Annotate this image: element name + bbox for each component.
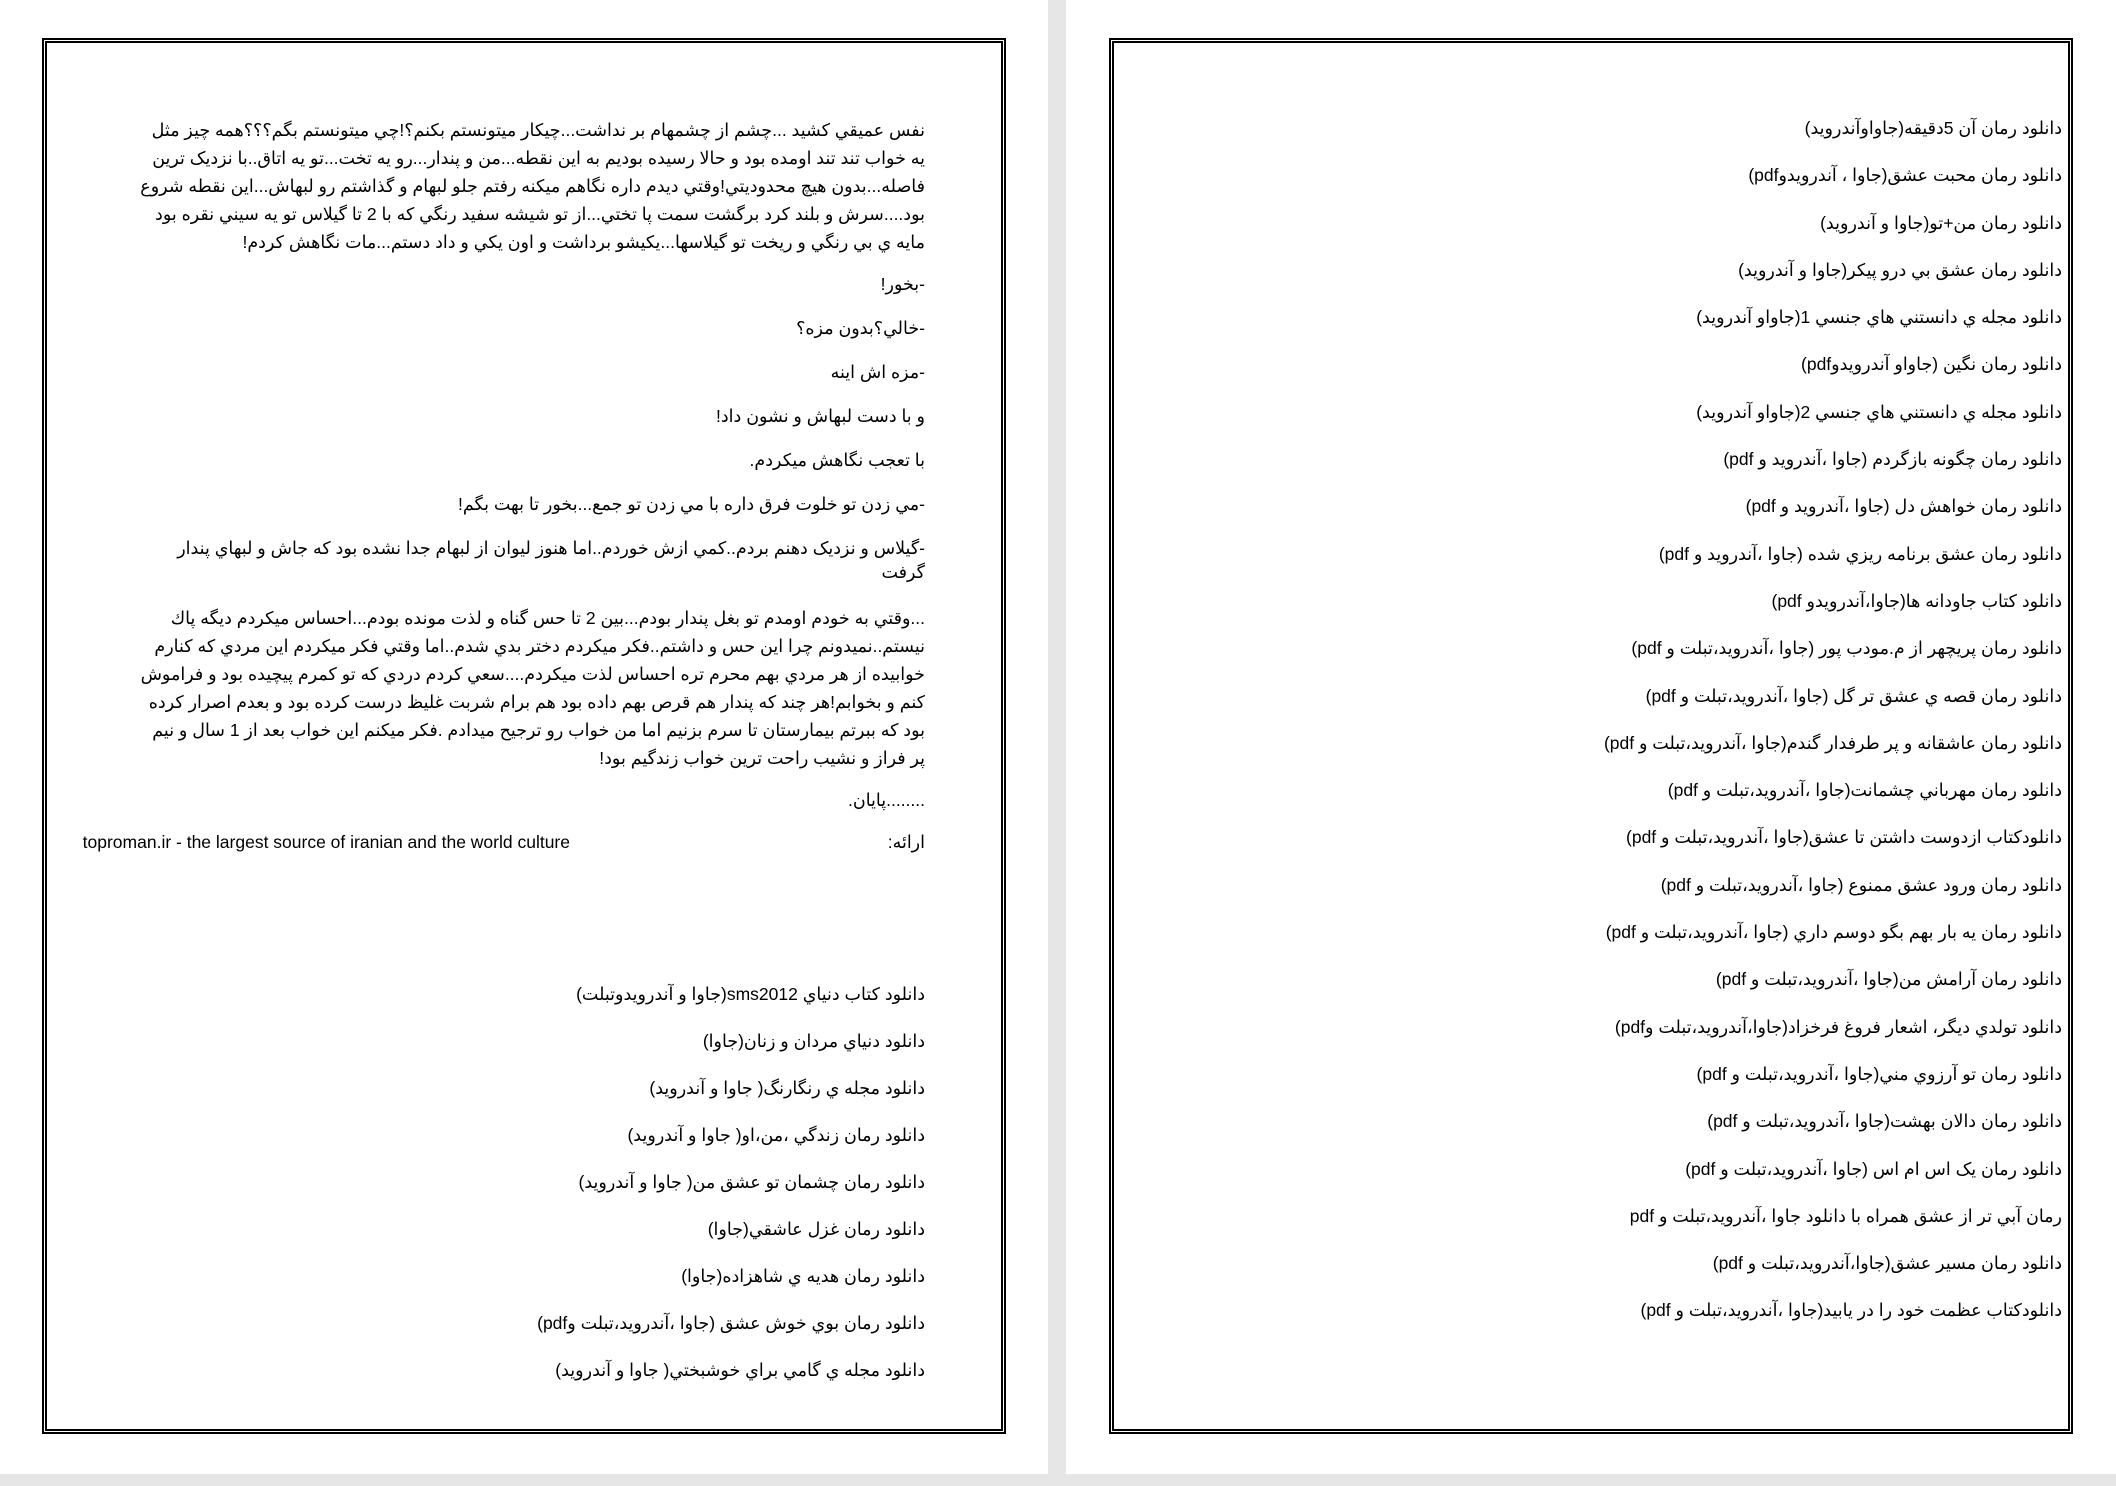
download-link[interactable]: دانلود رمان محبت عشق(جاوا ، آندرويدوpdf) — [1748, 165, 2062, 186]
download-link[interactable]: دانلود كتاب دنياي sms2012(جاوا و آندرويدوتبلت) — [576, 984, 925, 1004]
download-link[interactable]: دانلود تولدي ديگر، اشعار فروغ فرخزاد(جاوا،آندرويد،تبلت وpdf) — [1614, 1016, 2062, 1037]
story-paragraph: -مزه اش اينه — [830, 362, 925, 382]
download-link[interactable]: دانلود مجله ي گامي براي خوشبختي( جاوا و آندرويد) — [555, 1360, 925, 1380]
spacer — [135, 912, 925, 982]
story-paragraph: نفس عميقي كشيد ...چشم از چشمهام بر نداشت...چيكار ميتونستم بكنم؟!چي ميتونستم بگم؟؟؟همه چيز مثل يه خواب تند تند اومده بود و حالا رسيده بوديم به اين نقطه...من و پندار...رو يه تخت...تو يه اتاق..با نزديک ترين فاصله...بدون هيچ محدوديتي!وقتي ديدم داره نگاهم ميكنه رفتم جلو لبهام و گذاشتم رو لبهاش...اين نقطه شروع بود....سرش و بلند كرد برگشت سمت پا تختي...از تو شيشه سفيد رنگي كه با 2 تا گيلاس تو يه سيني نقره بود مايه ي بي رنگي و ريخت تو گيلاسها...يكيشو برداشت و اون يكي و داد دستم...مات نگاهش كردم! — [140, 120, 925, 252]
download-link[interactable]: دانلود رمان غزل عاشقي(جاوا) — [707, 1219, 925, 1239]
download-link[interactable]: دانلود رمان خواهش دل (جاوا ،آندرويد و pdf) — [1745, 496, 2062, 517]
download-link[interactable]: دانلود رمان عاشقانه و پر طرفدار گندم(جاوا ،آندرويد،تبلت و pdf) — [1603, 732, 2062, 753]
download-link[interactable]: دانلود رمان يه بار بهم بگو دوسم داري (جاوا ،آندرويد،تبلت و pdf) — [1605, 922, 2062, 943]
download-link[interactable]: دانلود رمان يک اس ام اس (جاوا ،آندرويد،تبلت و pdf) — [1685, 1158, 2062, 1179]
document-page-left — [0, 0, 1048, 1474]
download-link[interactable]: دانلود رمان آرامش من(جاوا ،آندرويد،تبلت و pdf) — [1715, 969, 2062, 990]
story-paragraph: -خالي؟بدون مزه؟ — [796, 318, 925, 338]
download-link[interactable]: دانلود رمان ورود عشق ممنوع (جاوا ،آندرويد،تبلت و pdf) — [1660, 874, 2062, 895]
download-link[interactable]: دانلود مجله ي رنگارنگ( جاوا و آندرويد) — [649, 1078, 925, 1098]
document-page-right — [1066, 0, 2116, 1474]
credit-site-link[interactable]: toproman.ir - the largest source of iranian and the world culture — [82, 832, 570, 852]
download-link[interactable]: دانلود رمان هديه ي شاهزاده(جاوا) — [681, 1266, 925, 1286]
download-link[interactable]: دانلود رمان پريچهر از م.مودب پور (جاوا ،آندرويد،تبلت و pdf) — [1631, 638, 2062, 659]
story-paragraph: -گيلاس و نزديک دهنم بردم..كمي ازش خوردم..اما هنوز ليوان از لبهام جدا نشده بود كه جاش و لبهاي پندار گرفت — [177, 538, 925, 582]
credit-row — [82, 832, 925, 862]
download-link[interactable]: دانلود رمان مسير عشق(جاوا،آندرويد،تبلت و pdf) — [1712, 1253, 2062, 1274]
download-link[interactable]: دانلود رمان دالان بهشت(جاوا ،آندرويد،تبلت و pdf) — [1707, 1111, 2062, 1132]
download-link[interactable]: دانلود كتاب جاودانه ها(جاوا،آندرويدو pdf) — [1771, 590, 2062, 611]
download-link[interactable]: دانلود رمان من+تو(جاوا و آندرويد) — [1820, 212, 2062, 233]
download-link[interactable]: دانلود رمان چشمان تو عشق من( جاوا و آندرويد) — [578, 1172, 925, 1192]
story-paragraph: -مي زدن تو خلوت فرق داره با مي زدن تو جمع...بخور تا بهت بگم! — [457, 494, 925, 514]
download-link[interactable]: دانلود رمان بوي خوش عشق (جاوا ،آندرويد،تبلت وpdf) — [537, 1313, 925, 1333]
download-link[interactable]: دانلود رمان چگونه بازگردم (جاوا ،آندرويد و pdf) — [1723, 449, 2062, 470]
download-link[interactable]: دانلودكتاب ازدوست داشتن تا عشق(جاوا ،آندرويد،تبلت و pdf) — [1626, 827, 2062, 848]
story-paragraph: و با دست لبهاش و نشون داد! — [716, 406, 925, 426]
download-link[interactable]: دانلود دنياي مردان و زنان(جاوا) — [702, 1031, 925, 1051]
download-link[interactable]: رمان آبي تر از عشق همراه با دانلود جاوا ،آندرويد،تبلت و pdf — [1629, 1205, 2062, 1226]
download-link[interactable]: دانلود رمان آن 5دقيقه(جاواوآندرويد) — [1804, 118, 2062, 138]
download-link[interactable]: دانلود مجله ي دانستني هاي جنسي 2(جاواو آندرويد) — [1696, 401, 2062, 422]
download-link[interactable]: دانلود رمان زندگي ،من،او( جاوا و آندرويد) — [627, 1125, 925, 1145]
download-link[interactable]: دانلود رمان عشق برنامه ريزي شده (جاوا ،آندرويد و pdf) — [1658, 543, 2062, 564]
story-ending: ........پايان. — [847, 790, 925, 810]
page-content — [82, 116, 925, 1405]
download-link[interactable]: دانلود رمان عشق بي درو پيكر(جاوا و آندرويد) — [1738, 259, 2062, 280]
download-link[interactable]: دانلودكتاب عظمت خود را در يابيد(جاوا ،آندرويد،تبلت و pdf) — [1640, 1300, 2062, 1321]
download-link[interactable]: دانلود رمان قصه ي عشق تر گل (جاوا ،آندرويد،تبلت و pdf) — [1645, 685, 2062, 706]
download-link[interactable]: دانلود مجله ي دانستني هاي جنسي 1(جاواو آندرويد) — [1696, 307, 2062, 328]
story-paragraph: -بخور! — [880, 274, 925, 294]
story-paragraph: ...وقتي به خودم اومدم تو بغل پندار بودم...بين 2 تا حس گناه و لذت مونده بودم...احساس ميكردم ديگه پاك نيستم..نميدونم چرا اين حس و داشتم..فكر ميكردم دختر بدي شدم..اما وقتي فكر ميكردم اين مردي كه كنارم خوابيده از هر مردي بهم محرم تره احساس لذت ميكردم....سعي كردم دردي كه تو كمرم پيچيده بود و فراموش كنم و بخوابم!هر چند كه پندار هم قرص بهم داده بود هم برام شربت غليظ درست كرده بود و بعدم اصرار كرده بود كه ببرتم بيمارستان تا سرم بزنيم اما من خواب رو ترجيح ميدادم .فكر ميكنم اين خواب بعد از 1 سال و نيم پر فراز و نشيب راحت ترين خواب زندگيم بود! — [140, 608, 925, 768]
credit-label: ارائه: — [887, 832, 925, 852]
story-paragraph: با تعجب نگاهش ميكردم. — [749, 450, 925, 470]
download-link[interactable]: دانلود رمان مهرباني چشمانت(جاوا ،آندرويد،تبلت و pdf) — [1667, 780, 2062, 801]
download-list — [1186, 116, 2062, 1346]
download-link[interactable]: دانلود رمان نگين (جاواو آندرويدوpdf) — [1801, 354, 2062, 375]
download-link[interactable]: دانلود رمان تو آرزوي مني(جاوا ،آندرويد،تبلت و pdf) — [1696, 1063, 2062, 1084]
